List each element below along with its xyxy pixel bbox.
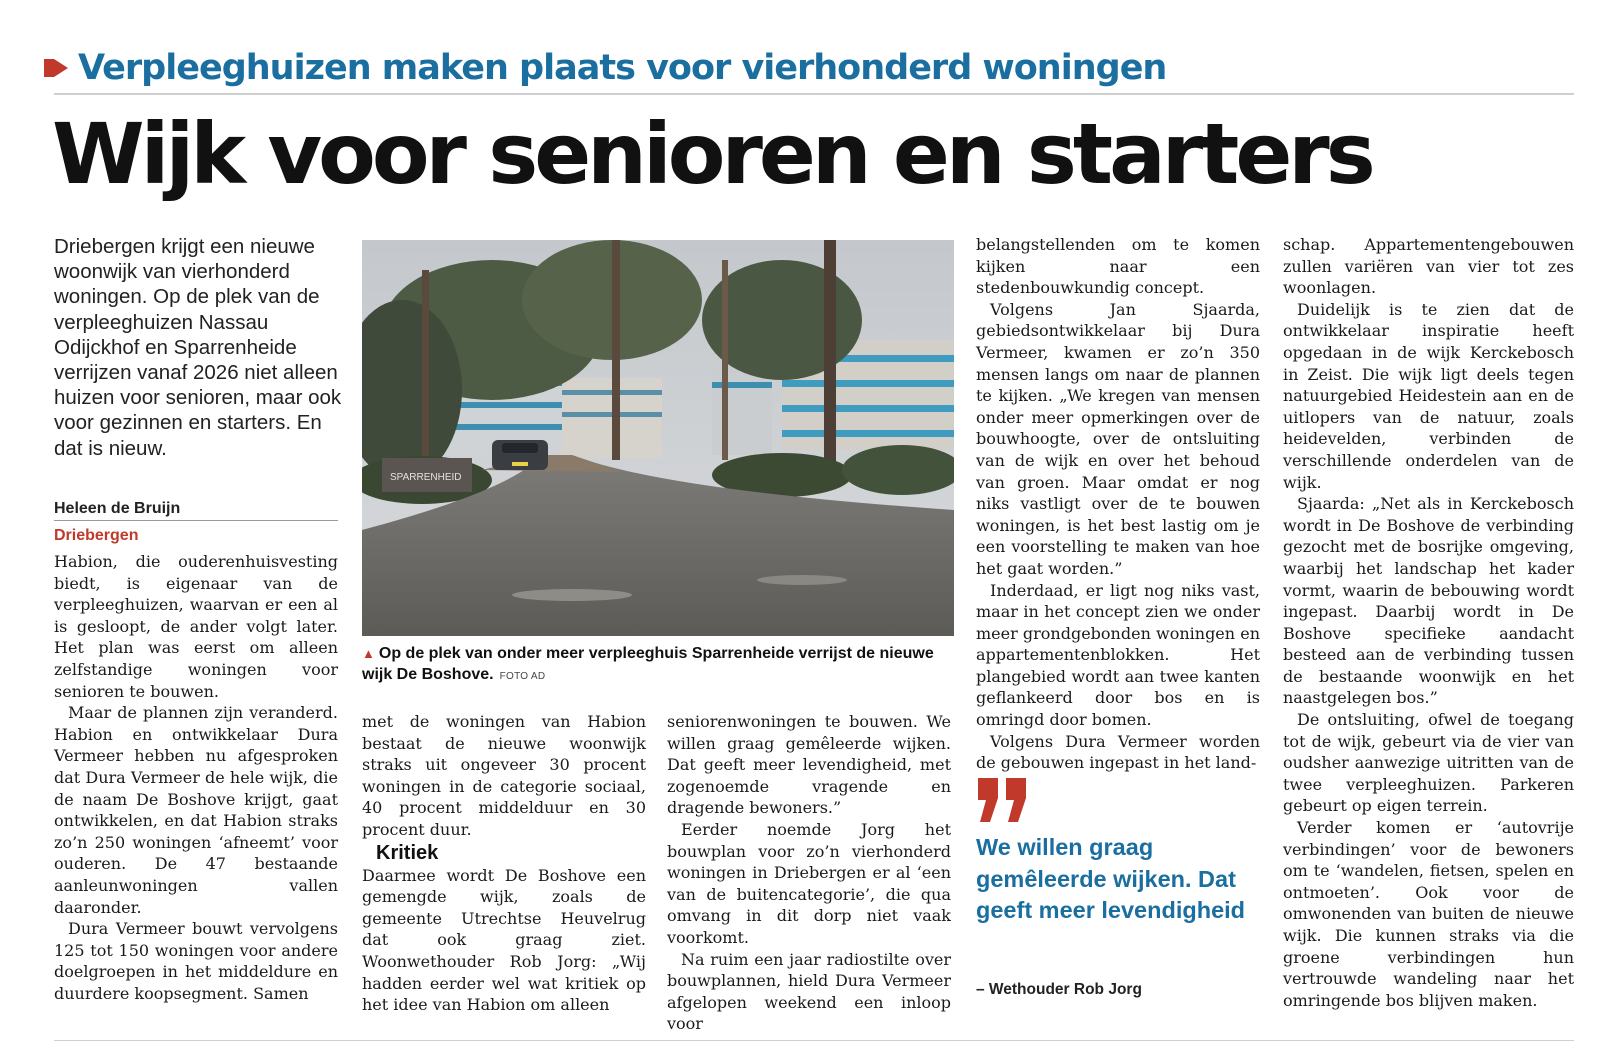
bottom-rule xyxy=(54,1040,1574,1041)
kicker-text: Verpleeghuizen maken plaats voor vierhonderd woningen xyxy=(78,48,1167,88)
body-paragraph: Habion, die ouderenhuisvesting biedt, is eigenaar van de verpleeghuizen, waarvan er een al is gesloopt, de ander volgt later. Het plan was eerst om alleen zelfstandige woningen voor senioren te bouwen. xyxy=(54,552,338,701)
top-rule xyxy=(54,93,1574,95)
pullquote-attribution: – Wethouder Rob Jorg xyxy=(976,981,1142,998)
body-paragraph: Daarmee wordt De Boshove een gemengde wijk, zoals de gemeente Utrechtse Heuvelrug dat ook graag ziet. Woonwethouder Rob Jorg: „Wij hadden eerder wel wat kritiek op het idee van Habion om alleen xyxy=(362,865,646,1015)
body-column-3 xyxy=(667,711,951,1035)
intro-paragraph: Driebergen krijgt een nieuwe woonwijk van vierhonderd woningen. Op de plek van de verpleeghuizen Nassau Odijckhof en Sparrenheide verrijzen vanaf 2026 niet alleen huizen voor senioren, maar ook voor gezinnen en starters. En dat is nieuw. xyxy=(54,235,342,460)
body-column-5 xyxy=(1283,234,1574,1011)
body-column-1 xyxy=(54,551,338,1004)
body-paragraph: Volgens Jan Sjaarda, gebiedsontwikkelaar bij Dura Vermeer, kwamen er zo’n 350 mensen langs om naar de plannen te kijken. „We kregen van mensen onder meer opmerkingen over de bouwhoogte, over de ontsluiting van de wijk en over het behoud van groen. Maar omdat er nog niks vastligt over de te bouwen woningen, is het best lastig om je een voorstelling te maken van hoe het gaat worden.” xyxy=(976,299,1260,578)
body-paragraph: Duidelijk is te zien dat de ontwikkelaar inspiratie heeft opgedaan in de wijk Kerckebosch in Zeist. Die wijk ligt deels tegen natuurgebied Heidestein aan en de uitlopers van de natuur, zoals heidevelden, verbinden de verschillende onderdelen van de wijk. xyxy=(1283,299,1574,492)
body-paragraph: Sjaarda: „Net als in Kerckebosch wordt in De Boshove de verbinding gezocht met de bosrijke omgeving, waarbij het landschap het kader vormt, waarin de bebouwing wordt ingepast. Daarbij wordt in De Boshove specifieke aandacht besteed aan de verbinding tussen de bestaande woonwijk en het naastgelegen bos.” xyxy=(1283,494,1574,708)
body-paragraph: De ontsluiting, ofwel de toegang tot de wijk, gebeurt via de vier van oudsher aanwezige uitritten van de twee verpleeghuizen. Parkeren gebeurt op eigen terrein. xyxy=(1283,710,1574,816)
body-paragraph: schap. Appartementengebouwen zullen variëren van vier tot zes woonlagen. xyxy=(1283,235,1574,298)
article-photo xyxy=(362,240,954,636)
body-paragraph: Volgens Dura Vermeer worden de gebouwen ingepast in het land- xyxy=(976,731,1260,773)
byline-author: Heleen de Bruijn xyxy=(54,500,181,517)
photo-caption xyxy=(362,643,954,687)
caption-triangle-icon: ▲ xyxy=(362,646,375,661)
caption-text: Op de plek van onder meer verpleeghuis Sparrenheide verrijst de nieuwe wijk De Boshove. xyxy=(362,645,934,683)
body-paragraph: Eerder noemde Jorg het bouwplan voor zo’n vierhonderd woningen in Driebergen er al ‘een van de buitencategorie’, die qua omvang in dit dorp niet vaak voorkomt. xyxy=(667,819,951,947)
headline: Wijk voor senioren en starters xyxy=(52,105,1372,203)
photo-illustration xyxy=(362,240,954,636)
body-paragraph: seniorenwoningen te bouwen. We willen graag gemêleerde wijken. Dat geeft meer levendigheid, met zogenoemde vragende en dragende bewoners.” xyxy=(667,712,951,818)
photo-sign-text: SPARRENHEID xyxy=(390,472,462,483)
body-paragraph: Verder komen er ‘autovrije verbindingen’ voor de bewoners om te ‘wandelen, fietsen, spelen en ontmoeten’. Ook voor de omwonenden van buiten de nieuwe wijk. Die kunnen straks via die groene verbindingen hun vertrouwde wandeling naar het omringende bos blijven maken. xyxy=(1283,818,1574,1010)
body-paragraph: belangstellenden om te komen kijken naar een stedenbouwkundig concept. xyxy=(976,235,1260,298)
kicker xyxy=(54,44,1166,92)
subheading: Kritiek xyxy=(376,841,439,864)
body-paragraph: met de woningen van Habion bestaat de nieuwe woonwijk straks uit ongeveer 30 procent woningen in de categorie sociaal, 40 procent middelduur en 30 procent duur. xyxy=(362,712,646,839)
body-paragraph: Inderdaad, er ligt nog niks vast, maar in het concept zien we onder meer grondgebonden woningen en appartementenblokken. Het plangebied wordt aan twee kanten geflankeerd door bos en is omringd door bomen. xyxy=(976,580,1260,730)
body-paragraph: Na ruim een jaar radiostilte over bouwplannen, hield Dura Vermeer afgelopen weekend een inloop voor xyxy=(667,949,951,1034)
body-paragraph: Maar de plannen zijn veranderd. Habion en ontwikkelaar Dura Vermeer hebben nu afgesproken dat Dura Vermeer de hele wijk, die de naam De Boshove krijgt, gaat ontwikkelen, en dat Habion straks zo’n 250 woningen ‘afneemt’ voor ouderen. De 47 bestaande aanleunwoningen vallen daaronder. xyxy=(54,703,338,917)
byline-dateline: Driebergen xyxy=(54,527,139,544)
pullquote-text: We willen graag gemêleerde wijken. Dat geeft meer levendigheid xyxy=(976,834,1246,923)
byline-divider xyxy=(54,520,338,521)
arrow-marker-icon xyxy=(54,59,68,77)
body-paragraph: Dura Vermeer bouwt vervolgens 125 tot 150 woningen voor andere doelgroepen in het middeldure en duurdere koopsegment. Samen xyxy=(54,919,338,1003)
body-column-4 xyxy=(976,234,1260,774)
body-column-2 xyxy=(362,711,646,1016)
photo-credit: FOTO AD xyxy=(499,671,546,682)
quote-mark-icon xyxy=(976,778,1030,827)
